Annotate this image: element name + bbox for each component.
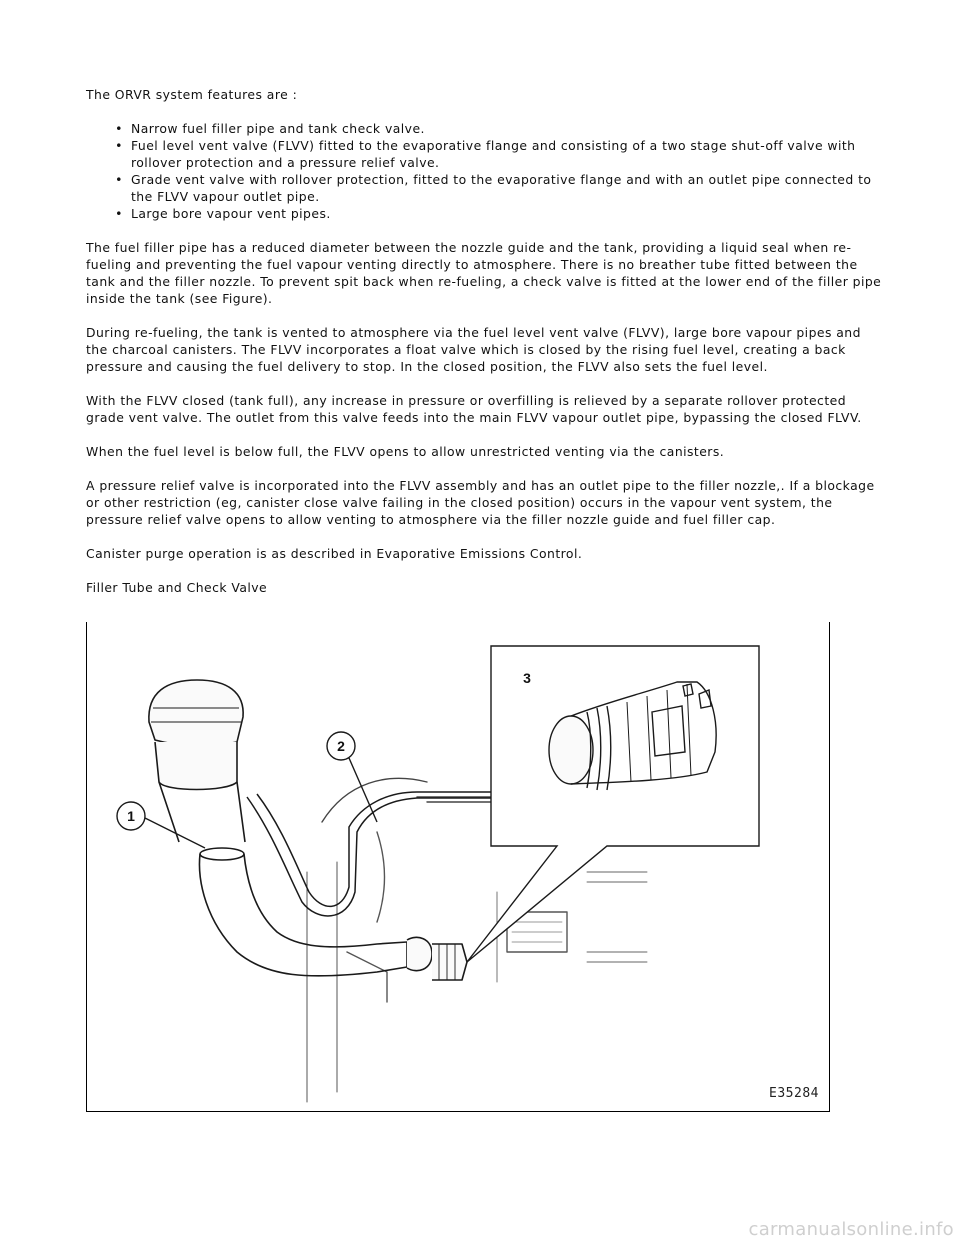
features-list bbox=[86, 120, 886, 222]
filler-tube-illustration bbox=[87, 622, 829, 1111]
feature-text: Grade vent valve with rollover protection, fitted to the evaporative flange and with an outlet pipe connected to the FLVV vapour outlet pipe. bbox=[131, 172, 872, 204]
figure-reference: E35284 bbox=[769, 1086, 819, 1101]
features-intro: The ORVR system features are : bbox=[86, 87, 298, 102]
document-body bbox=[86, 86, 886, 596]
callout-3-label: 3 bbox=[523, 670, 531, 686]
watermark-text: carmanualsonline.info bbox=[748, 1219, 954, 1240]
callout-1-label: 1 bbox=[127, 808, 135, 824]
paragraph-filler-pipe: The fuel filler pipe has a reduced diameter between the nozzle guide and the tank, providing a liquid seal when re-fueling and preventing the fuel vapour venting directly to atmosphere. There is no breather tube fitted between the tank and the filler nozzle. To prevent spit back when re-fueling, a check valve is fitted at the lower end of the filler pipe inside the tank (see Figure). bbox=[86, 240, 882, 306]
callout-2 bbox=[327, 732, 377, 822]
paragraph-refueling: During re-fueling, the tank is vented to atmosphere via the fuel level vent valve (FLVV), large bore vapour pipes and the charcoal canisters. The FLVV incorporates a float valve which is closed by the rising fuel level, creating a back pressure and causing the fuel delivery to stop. In the closed position, the FLVV also sets the fuel level. bbox=[86, 325, 861, 374]
bullet-icon: • bbox=[115, 172, 123, 187]
feature-item bbox=[86, 205, 886, 222]
paragraph-below-full: When the fuel level is below full, the FLVV opens to allow unrestricted venting via the canisters. bbox=[86, 444, 725, 459]
figure-caption: Filler Tube and Check Valve bbox=[86, 580, 268, 595]
paragraph-canister-purge: Canister purge operation is as described in Evaporative Emissions Control. bbox=[86, 546, 583, 561]
detail-inset bbox=[467, 646, 759, 962]
feature-text: Fuel level vent valve (FLVV) fitted to the evaporative flange and consisting of a two stage shut-off valve with rollover protection and a pressure relief valve. bbox=[131, 138, 856, 170]
bullet-icon: • bbox=[115, 121, 123, 136]
bullet-icon: • bbox=[115, 206, 123, 221]
feature-text: Large bore vapour vent pipes. bbox=[131, 206, 331, 221]
feature-item bbox=[86, 120, 886, 137]
feature-item bbox=[86, 137, 886, 171]
figure-filler-tube-check-valve bbox=[86, 622, 830, 1112]
feature-item bbox=[86, 171, 886, 205]
paragraph-grade-vent: With the FLVV closed (tank full), any increase in pressure or overfilling is relieved by a separate rollover protected grade vent valve. The outlet from this valve feeds into the main FLVV vapour outlet pipe, bypassing the closed FLVV. bbox=[86, 393, 862, 425]
filler-cap bbox=[149, 680, 243, 746]
paragraph-pressure-relief: A pressure relief valve is incorporated into the FLVV assembly and has an outlet pipe to the filler nozzle,. If a blockage or other restriction (eg, canister close valve failing in the closed position) occurs in the vapour vent system, the pressure relief valve opens to allow venting to atmosphere via the filler nozzle guide and fuel filler cap. bbox=[86, 478, 875, 527]
bullet-icon: • bbox=[115, 138, 123, 153]
feature-text: Narrow fuel filler pipe and tank check valve. bbox=[131, 121, 425, 136]
callout-2-label: 2 bbox=[337, 738, 345, 754]
